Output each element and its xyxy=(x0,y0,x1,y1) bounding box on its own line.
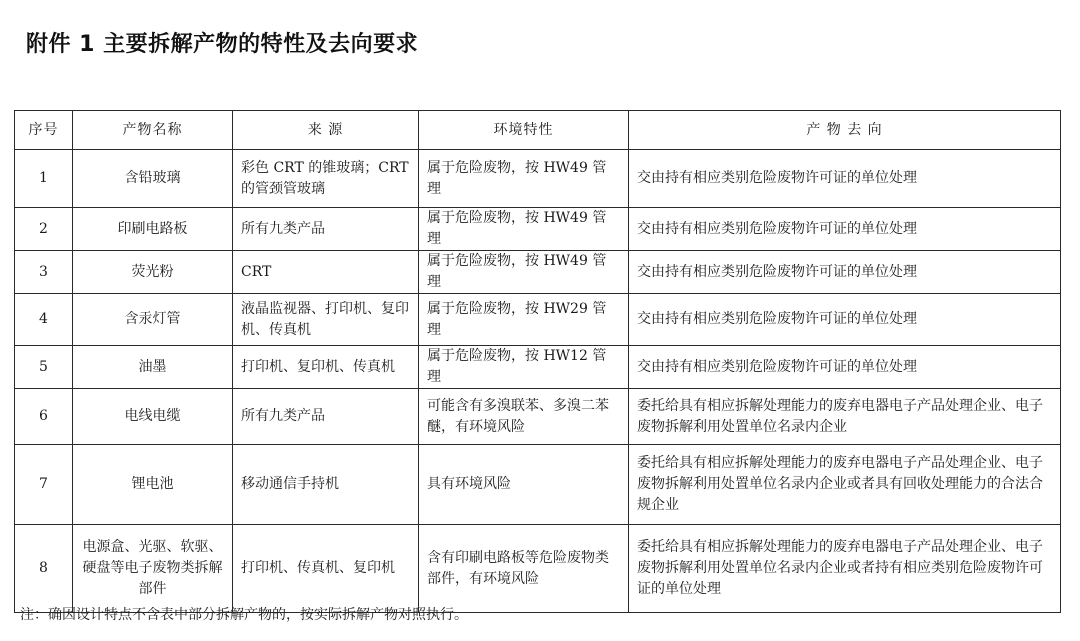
cell-env: 属于危险废物，按 HW49 管理 xyxy=(419,251,629,294)
cell-no: 1 xyxy=(15,150,73,208)
page-title: 附件 1 主要拆解产物的特性及去向要求 xyxy=(26,32,419,57)
table-row xyxy=(15,389,1061,445)
table-row xyxy=(15,346,1061,389)
cell-destination: 委托给具有相应拆解处理能力的废弃电器电子产品处理企业、电子废物拆解利用处置单位名录内企业 xyxy=(629,389,1061,445)
cell-name: 油墨 xyxy=(73,346,233,389)
cell-name: 电源盒、光驱、软驱、硬盘等电子废物类拆解部件 xyxy=(73,525,233,613)
cell-source: 打印机、复印机、传真机 xyxy=(233,346,419,389)
cell-name: 印刷电路板 xyxy=(73,208,233,251)
cell-source: 移动通信手持机 xyxy=(233,445,419,525)
cell-destination: 交由持有相应类别危险废物许可证的单位处理 xyxy=(629,208,1061,251)
cell-source: 打印机、传真机、复印机 xyxy=(233,525,419,613)
cell-env: 属于危险废物，按 HW12 管理 xyxy=(419,346,629,389)
column-header-source: 来 源 xyxy=(233,111,419,150)
cell-env: 具有环境风险 xyxy=(419,445,629,525)
cell-source: 彩色 CRT 的锥玻璃；CRT 的管颈管玻璃 xyxy=(233,150,419,208)
table-row xyxy=(15,150,1061,208)
disassembly-products-table xyxy=(14,110,1061,613)
table-header-row xyxy=(15,111,1061,150)
cell-destination: 交由持有相应类别危险废物许可证的单位处理 xyxy=(629,294,1061,346)
cell-no: 4 xyxy=(15,294,73,346)
cell-source: 所有九类产品 xyxy=(233,389,419,445)
column-header-destination: 产 物 去 向 xyxy=(629,111,1061,150)
cell-no: 2 xyxy=(15,208,73,251)
table-row xyxy=(15,208,1061,251)
cell-name: 电线电缆 xyxy=(73,389,233,445)
table-row xyxy=(15,251,1061,294)
cell-destination: 交由持有相应类别危险废物许可证的单位处理 xyxy=(629,346,1061,389)
cell-env: 含有印刷电路板等危险废物类部件，有环境风险 xyxy=(419,525,629,613)
cell-no: 6 xyxy=(15,389,73,445)
cell-name: 荧光粉 xyxy=(73,251,233,294)
cell-source: 所有九类产品 xyxy=(233,208,419,251)
cell-no: 5 xyxy=(15,346,73,389)
cell-name: 含汞灯管 xyxy=(73,294,233,346)
footnote: 注：确因设计特点不含表中部分拆解产物的，按实际拆解产物对照执行。 xyxy=(20,607,468,623)
cell-env: 属于危险废物，按 HW49 管理 xyxy=(419,208,629,251)
cell-destination: 委托给具有相应拆解处理能力的废弃电器电子产品处理企业、电子废物拆解利用处置单位名录内企业或者具有回收处理能力的合法合规企业 xyxy=(629,445,1061,525)
column-header-no: 序号 xyxy=(15,111,73,150)
column-header-env: 环境特性 xyxy=(419,111,629,150)
column-header-name: 产物名称 xyxy=(73,111,233,150)
cell-destination: 交由持有相应类别危险废物许可证的单位处理 xyxy=(629,150,1061,208)
table-row xyxy=(15,294,1061,346)
cell-env: 可能含有多溴联苯、多溴二苯醚，有环境风险 xyxy=(419,389,629,445)
table-row xyxy=(15,445,1061,525)
cell-name: 锂电池 xyxy=(73,445,233,525)
cell-no: 8 xyxy=(15,525,73,613)
cell-env: 属于危险废物，按 HW49 管理 xyxy=(419,150,629,208)
cell-name: 含铅玻璃 xyxy=(73,150,233,208)
table-row xyxy=(15,525,1061,613)
cell-no: 7 xyxy=(15,445,73,525)
cell-destination: 交由持有相应类别危险废物许可证的单位处理 xyxy=(629,251,1061,294)
cell-destination: 委托给具有相应拆解处理能力的废弃电器电子产品处理企业、电子废物拆解利用处置单位名录内企业或者持有相应类别危险废物许可证的单位处理 xyxy=(629,525,1061,613)
cell-no: 3 xyxy=(15,251,73,294)
cell-source: CRT xyxy=(233,251,419,294)
cell-source: 液晶监视器、打印机、复印机、传真机 xyxy=(233,294,419,346)
cell-env: 属于危险废物，按 HW29 管理 xyxy=(419,294,629,346)
